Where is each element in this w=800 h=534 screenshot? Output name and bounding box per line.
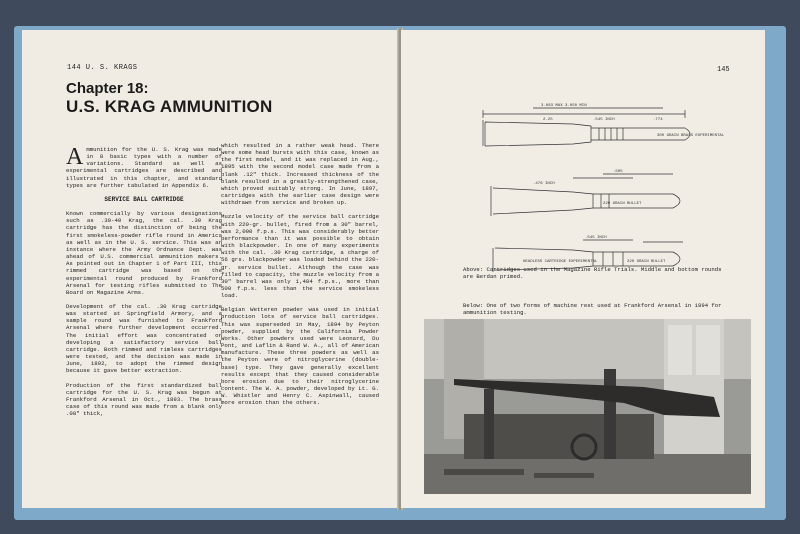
text-column-1 <box>66 146 222 424</box>
dim-label-2: 2.25 <box>543 118 553 122</box>
intro-paragraph: Ammunition for the U. S. Krag was made in 8 basic types with a number of variations. Standard as well as experimental cartridges are described and illustrated in this chapter, and standard types are further tabulated in Appendix 6. <box>66 144 222 189</box>
bullet-label-2: 220 GRAIN BULLET <box>603 202 642 206</box>
running-head: 144 U. S. KRAGS <box>67 64 138 72</box>
chapter-title: U.S. KRAG AMMUNITION <box>66 97 273 116</box>
right-page <box>401 30 765 508</box>
bullet-label-1: 300 GRAIN BRASS EXPERIMENTAL <box>657 134 725 138</box>
page-number: 145 <box>717 66 730 74</box>
drop-cap: A <box>66 144 84 170</box>
caption-below: Below: One of two forms of machine rest used at Frankford Arsenal in 1894 for ammunition testing. <box>463 302 722 316</box>
machine-rest-photo <box>424 319 751 494</box>
paragraph: Production of the first standardized ball cartridge for the U. S. Krag was begun at Frankford Arsenal in Oct., 1893. The brass case of this round was made from a blank only .08" thick, <box>66 381 222 418</box>
paragraph: Belgian Wetteren powder was used in initial production lots of service ball cartridges. This was superseded in May, 1894 by Peyton powder, supplied by the California Powder Works. Other powders used were Leonard, Du Pont, and Laflin & Rand W. A., all of American manufacture. These three powders as well as the Peyton were of nitroglycerine (double-base) type. They gave generally excellent results except that they caused considerable bore erosion due to their nitroglycerine content. The W. A. powder, developed by Lt. G. W. Whistler and Henry C. Aspinwall, caused more erosion than the others. <box>221 306 379 407</box>
dim-label-overall: 3.083 MAX 3.050 MIN <box>541 104 587 108</box>
text-column-2 <box>221 142 379 413</box>
chapter-label: Chapter 18: <box>66 80 149 97</box>
dim-label-3: .774 <box>653 118 663 122</box>
bullet-label-3: 220 GRAIN BULLET <box>627 260 666 264</box>
dim-label-4: .476 INCH <box>533 182 555 186</box>
caption-above: Above: Cartridges used in the Magazine Rifle Trials. Middle and bottom rounds are Berdan primed. <box>463 266 722 280</box>
paragraph: Development of the cal. .30 Krag cartridge was started at Springfield Armory, and a sample round was furnished to Frankford Arsenal where further development occurred. The initial effort was concentrated on developing a satisfactory service ball cartridge. Both rimmed and rimless cartridges were tested, and the decision was made in June, 1892, to adopt the rimmed design because it gave better extraction. <box>66 302 222 375</box>
dim-label-6: .545 INCH <box>585 236 607 240</box>
paragraph: Muzzle velocity of the service ball cartridge with 220-gr. bullet, fired from a 30" barrel, was 2,000 f.p.s. This was considerably better performance than it was possible to obtain with blackpowder. In one of many experiments with the cal. .30 Krag cartridge, a charge of 56 grs. blackpowder was loaded behind the 220-gr. service bullet. Although the case was filled to capacity, the muzzle velocity from a 30" barrel was only 1,484 f.p.s., more than 500 f.p.s. less than the service smokeless load. <box>221 213 379 300</box>
section-heading: SERVICE BALL CARTRIDGE <box>104 195 184 203</box>
dim-label-5: .505 <box>613 170 623 174</box>
left-page <box>22 30 399 508</box>
paragraph: Known commercially by various designations such as .30-40 Krag, the cal. .30 Krag cartridge has the distinction of being the first smokeless-powder rifle round in America as well as in the U. S. service. This was an instance where the Army Ordnance Dept. was ahead of U.S. commercial ammunition makers. As pointed out in Chapter 1 of Part III, this rimmed cartridge was based on the experimental round produced by Frankford Arsenal for testing rifles submitted to The Board on Magazine Arms. <box>66 210 222 296</box>
dim-label-1: .545 INCH <box>593 118 615 122</box>
cartridge-drawing <box>473 80 725 276</box>
paragraph: which resulted in a rather weak head. There were some head bursts with this case, known as the first model, and it was replaced in Aug., 1895 with the second model case made from a blank .12" thick. Increased thickness of the blank resulted in a greatly-strengthened case, which proved suitably strong. In June, 1897, cartridges with the earlier case design were withdrawn from service and broken up. <box>221 142 379 207</box>
headless-label: HEADLESS CARTRIDGE EXPERIMENTAL <box>523 260 598 264</box>
